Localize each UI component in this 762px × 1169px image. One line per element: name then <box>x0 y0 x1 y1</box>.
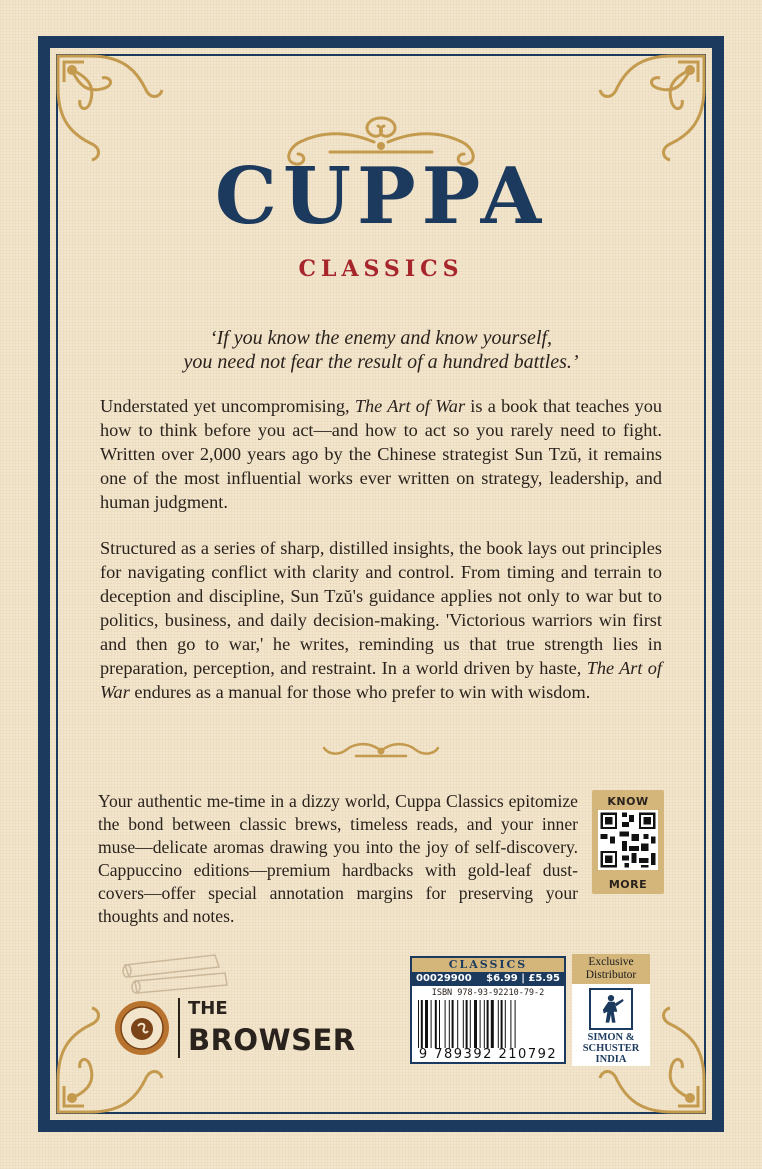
barcode-digits: 9 789392 210792 <box>418 1047 558 1062</box>
corner-ornament-icon <box>592 48 712 168</box>
publisher-divider <box>178 998 180 1058</box>
qr-top-label: KNOW <box>607 795 649 808</box>
corner-ornament-icon <box>50 48 170 168</box>
blurb-paragraph <box>100 536 662 704</box>
qr-code-icon[interactable] <box>598 810 658 870</box>
series-logo-subtitle: CLASSICS <box>298 256 464 282</box>
distributor-name-line: SCHUSTER <box>582 1043 640 1054</box>
barcode-panel <box>410 956 566 1064</box>
series-description: Your authentic me-time in a dizzy world, Cuppa Classics epitomize the bond between classic brews, timeless reads, and your inner muse—delicate aromas drawing you into the joy of self-discovery. Cappuccino editions—premium hardbacks with gold-leaf dust-covers—offer special annotation margins for preserving your thoughts and notes. <box>98 791 578 926</box>
price: $6.99 | £5.95 <box>486 973 560 984</box>
blurb-text: endures as a manual for those who prefer to win with wisdom. <box>129 682 591 702</box>
barcode-series-label: CLASSICS <box>412 958 564 972</box>
distributor-name-line: INDIA <box>595 1054 627 1065</box>
distributor-name-line: SIMON & <box>587 1032 635 1043</box>
qr-panel[interactable] <box>592 790 664 894</box>
blurb-text: is a book that teaches you how to think before you act—and how to act so you rarely need to fight. Written over 2,000 years ago by the Chinese strategist Sun Tzŭ, it remains one of the most influential works ever written on strategy, leadership, and human judgment. <box>100 396 663 512</box>
publisher-prefix: THE <box>188 998 228 1019</box>
distributor-name <box>572 1032 650 1065</box>
divider-flourish-icon <box>316 738 446 764</box>
publisher-name: BROWSER <box>188 1023 356 1057</box>
distributor-heading-line: Distributor <box>585 969 637 981</box>
qr-bottom-label: MORE <box>608 878 648 891</box>
cuppa-coffee-badge-icon <box>114 1000 170 1056</box>
distributor-panel <box>572 954 650 1066</box>
sower-logo-icon <box>589 988 633 1030</box>
book-title: The Art of War <box>100 658 662 702</box>
quote-line: ‘If you know the enemy and know yourself, <box>209 327 553 349</box>
series-logo-title: CUPPA <box>214 151 548 242</box>
blurb-text: Structured as a series of sharp, distilled insights, the book lays out principles for navigating conflict with clarity and control. From timing and terrain to deception and discipline, Sun Tzŭ's guidance applies not only to war but to politics, business, and daily decision-making. 'Victorious warriors win first and then go to war,' he writes, reminding us that true strength lies in preparation, perception, and restraint. In a world driven by haste, <box>100 538 662 678</box>
book-title: The Art of War <box>354 396 466 416</box>
product-code: 00029900 <box>416 973 472 984</box>
scroll-sketch-icon <box>115 945 235 1005</box>
epigraph-quote <box>100 326 662 374</box>
quote-line: you need not fear the result of a hundred battles.’ <box>183 351 579 373</box>
barcode-bars-icon <box>418 1000 558 1048</box>
distributor-heading-line: Exclusive <box>588 956 634 968</box>
distributor-heading <box>572 954 650 984</box>
isbn-text: ISBN 978-93-92210-79-2 <box>431 988 545 998</box>
blurb-paragraph <box>100 394 662 514</box>
barcode-price-row <box>412 972 564 986</box>
blurb-text: Understated yet uncompromising, <box>100 396 355 416</box>
